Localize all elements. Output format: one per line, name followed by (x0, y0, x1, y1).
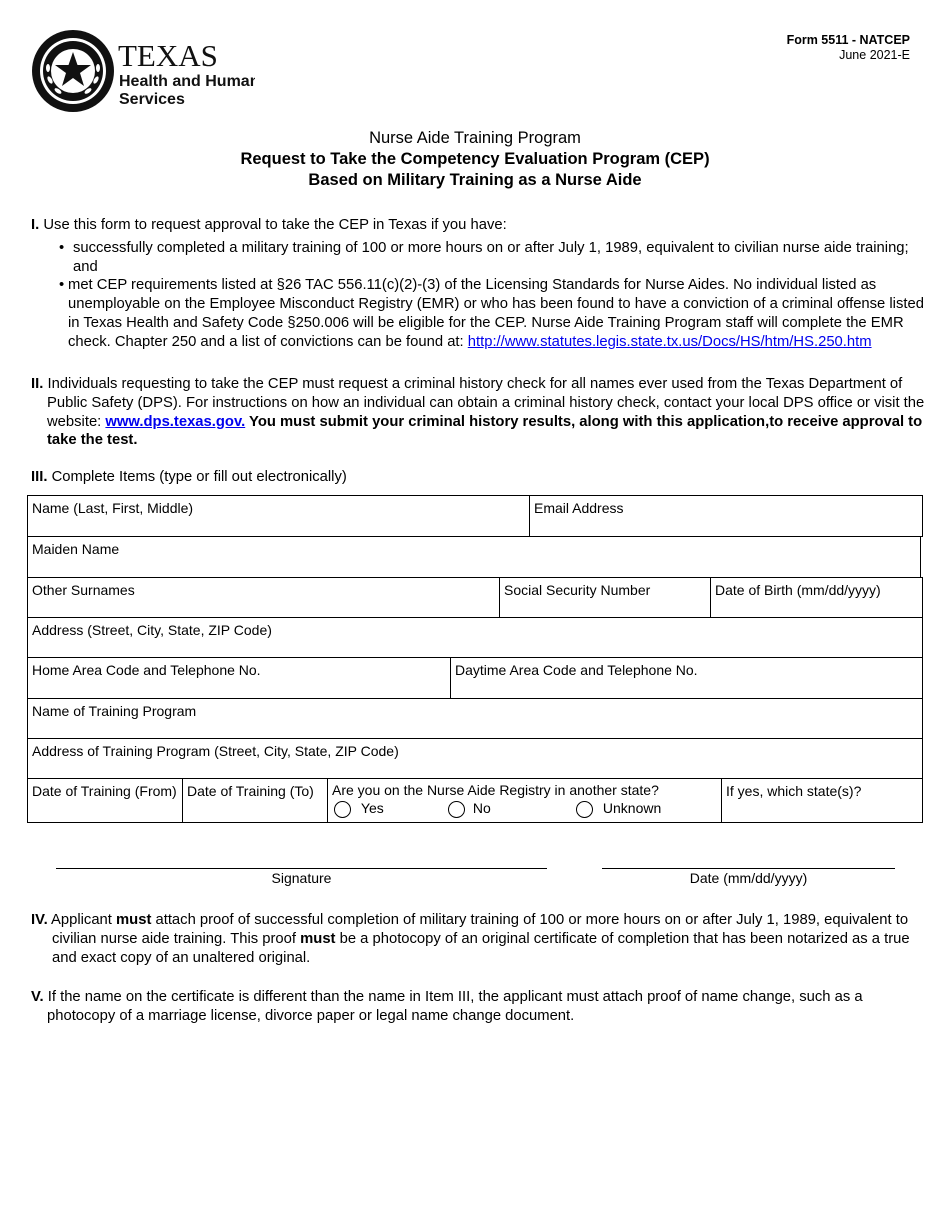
other-surnames-field[interactable]: Other Surnames (27, 577, 500, 618)
email-field[interactable]: Email Address (529, 495, 923, 537)
registry-no-option[interactable]: No (448, 800, 491, 818)
training-date-from-field[interactable]: Date of Training (From) (27, 778, 183, 823)
radio-no[interactable] (448, 801, 465, 818)
form-id (787, 33, 910, 63)
section-4-number: IV. (31, 912, 48, 928)
section-3-number: III. (31, 469, 48, 485)
section-1-bullet-2: • met CEP requirements listed at §26 TAC 556.11(c)(2)-(3) of the Licensing Standards for Nurse Aides. No individual listed as unemployable on the Employee Misconduct Registry (EMR) or who has been found to have a conviction of a criminal offense listed in Texas Health and Safety Code §250.006 will be eligible for the CEP. Nurse Aide Training Program staff will complete the EMR check. Chapter 250 and a list of convictions can be found at: http://www.statutes.legis.state.tx.us/Docs/HS/htm/HS.250.htm (59, 277, 924, 350)
section-3-heading: III. Complete Items (type or fill out electronically) (31, 469, 347, 485)
date-line[interactable] (602, 868, 895, 869)
statutes-link[interactable]: http://www.statutes.legis.state.tx.us/Docs/HS/htm/HS.250.htm (467, 333, 872, 350)
form-number: Form 5511 - NATCEP (786, 33, 910, 47)
svg-text:Services: Services (119, 91, 185, 108)
svg-text:TEXAS: TEXAS (118, 38, 218, 73)
section-1-number: I. (31, 217, 40, 233)
hhs-logo (30, 28, 255, 114)
signature-label: Signature (271, 870, 332, 886)
radio-yes[interactable] (334, 801, 351, 818)
training-date-to-field[interactable]: Date of Training (To) (182, 778, 328, 823)
ssn-field[interactable]: Social Security Number (499, 577, 711, 618)
registry-unknown-option[interactable]: Unknown (576, 800, 661, 818)
radio-unknown[interactable] (576, 801, 593, 818)
form-date: June 2021-E (839, 48, 910, 62)
date-label: Date (mm/dd/yyyy) (689, 870, 808, 886)
bullet-icon: • (59, 277, 65, 294)
address-field[interactable]: Address (Street, City, State, ZIP Code) (27, 617, 923, 658)
daytime-phone-field[interactable]: Daytime Area Code and Telephone No. (450, 657, 923, 699)
section-2: II. Individuals requesting to take the CEP must request a criminal history check for all names ever used from the Texas Department of Public Safety (DPS). For instructions on how an individual can obtain a criminal history check, contact your local DPS office or visit the website: www.dps.texas.gov. You must submit your criminal history results, along with this application,to receive approval to take the test. (31, 376, 925, 449)
dps-website-link[interactable]: www.dps.texas.gov. (105, 413, 246, 430)
maiden-name-field[interactable]: Maiden Name (27, 536, 921, 578)
section-1-bullet-1: • successfully completed a military training of 100 or more hours on or after July 1, 1989, equivalent to civilian nurse aide training; and (59, 239, 909, 275)
name-field[interactable]: Name (Last, First, Middle) (27, 495, 530, 537)
section-2-number: II. (31, 376, 44, 392)
training-program-address-field[interactable]: Address of Training Program (Street, City, State, ZIP Code) (27, 738, 923, 779)
form-title (0, 128, 950, 191)
section-4: IV. Applicant must attach proof of successful completion of military training of 100 or more hours on or after July 1, 1989, equivalent to civilian nurse aide training. This proof must be a photocopy of an original certificate of completion that has been notarized as a true and exact copy of an unaltered original. (31, 912, 910, 966)
training-program-name-field[interactable]: Name of Training Program (27, 698, 923, 739)
bullet-icon: • (59, 239, 65, 256)
section-1 (31, 216, 926, 352)
signature-line[interactable] (56, 868, 547, 869)
program-title: Nurse Aide Training Program (369, 129, 581, 147)
title-line-1: Request to Take the Competency Evaluation Program (CEP) (240, 150, 710, 168)
registry-yes-option[interactable]: Yes (334, 800, 384, 818)
registry-question: Are you on the Nurse Aide Registry in another state? Yes No Unknown (327, 778, 722, 823)
registry-states-field[interactable]: If yes, which state(s)? (721, 778, 923, 823)
section-5-number: V. (31, 989, 44, 1005)
home-phone-field[interactable]: Home Area Code and Telephone No. (27, 657, 451, 699)
svg-text:Health and Human: Health and Human (119, 73, 255, 90)
section-1-lead: Use this form to request approval to take the CEP in Texas if you have: (43, 217, 507, 233)
applicant-form-table (27, 495, 923, 823)
dob-field[interactable]: Date of Birth (mm/dd/yyyy) (710, 577, 923, 618)
texas-seal-icon (30, 28, 255, 114)
section-5: V. If the name on the certificate is different than the name in Item III, the applicant must attach proof of name change, such as a photocopy of a marriage license, divorce paper or legal name change document. (31, 989, 863, 1024)
title-line-2: Based on Military Training as a Nurse Aide (308, 171, 642, 189)
